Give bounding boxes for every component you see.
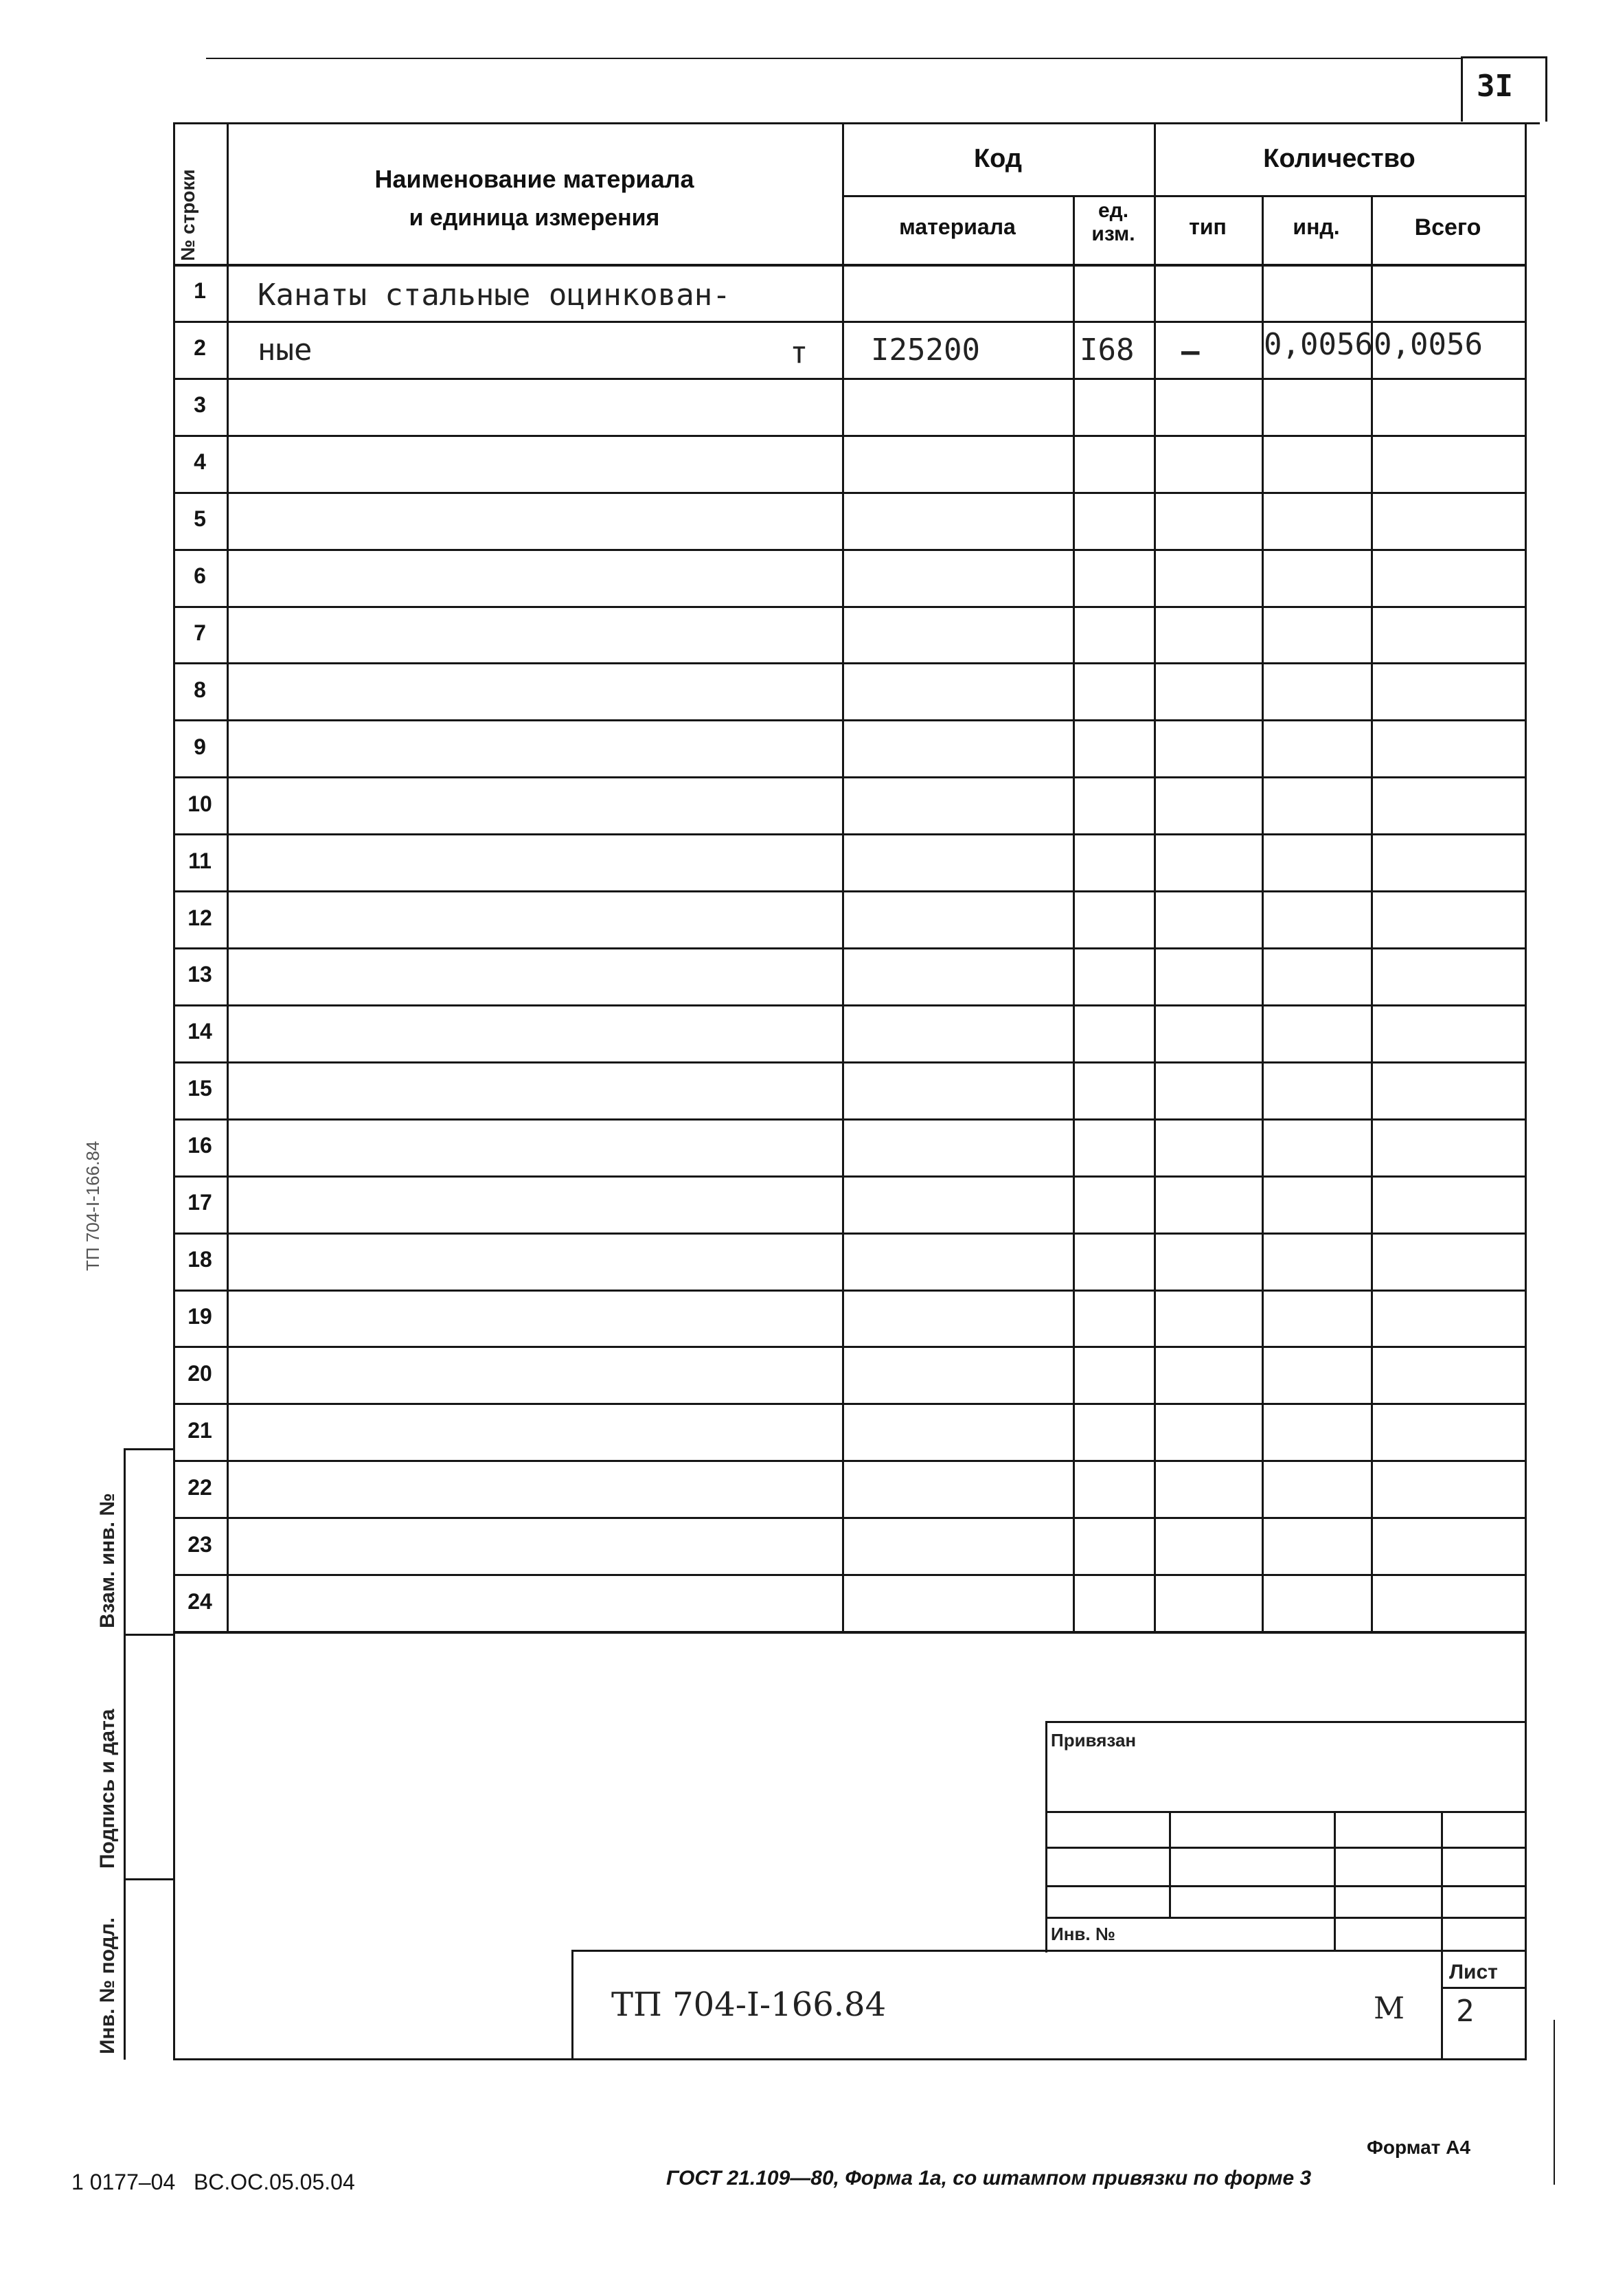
side-strip-sep3: [124, 1878, 173, 1880]
col-line-unit: [1073, 195, 1075, 1631]
frame-left: [173, 122, 175, 2060]
header-ind: инд.: [1293, 214, 1340, 239]
row-line: [173, 1118, 1525, 1121]
row-line: [173, 1574, 1525, 1576]
row-number: 4: [194, 449, 206, 475]
header-total: Всего: [1414, 214, 1481, 240]
row-number: 14: [187, 1019, 212, 1044]
header-bottom-line: [173, 264, 1525, 267]
header-code: Код: [973, 144, 1023, 173]
row-number: 10: [187, 791, 212, 816]
side-label-podpis: Подпись и дата: [96, 1709, 119, 1869]
col-line-total: [1371, 195, 1373, 1631]
row-number: 21: [187, 1417, 212, 1443]
stamp-vline-1: [1169, 1811, 1171, 1917]
row-line: [173, 1631, 1525, 1634]
header-type: тип: [1189, 214, 1227, 239]
row-line: [173, 1290, 1525, 1292]
row-line: [173, 435, 1525, 437]
row-line: [173, 719, 1525, 721]
row-number: 24: [187, 1588, 212, 1614]
stamp-privyazan: Привязан: [1051, 1730, 1137, 1751]
header-name-line2: и единица измерения: [409, 205, 660, 231]
row2-unit-letter: т: [790, 335, 808, 370]
side-strip-line: [124, 1448, 126, 2060]
header-mid-line: [842, 195, 1525, 197]
row-line: [173, 549, 1525, 551]
header-quantity: Количество: [1263, 144, 1416, 173]
row-number: 12: [187, 905, 212, 930]
row2-unit-code: I68: [1080, 333, 1135, 368]
stamp-letter: М: [1374, 1991, 1405, 2026]
row-line: [173, 492, 1525, 494]
row-line: [173, 1403, 1525, 1405]
row-line: [173, 1004, 1525, 1006]
stamp-line-3: [1045, 1885, 1525, 1887]
header-unit: ед. изм.: [1091, 199, 1135, 245]
footer-left: 1 0177–04 BC.OC.05.05.04: [71, 2170, 355, 2194]
row-number: 15: [187, 1076, 212, 1101]
row-line: [173, 1346, 1525, 1348]
row-line: [173, 890, 1525, 892]
row-line: [173, 776, 1525, 778]
row-line: [173, 1061, 1525, 1063]
stamp-list-line: [1441, 1987, 1525, 1989]
row2-type: –: [1181, 334, 1200, 369]
stamp-list-label: Лист: [1449, 1961, 1498, 1983]
header-name-line1: Наименование материала: [374, 165, 694, 193]
row-number: 5: [194, 506, 206, 532]
row-number: 17: [187, 1190, 212, 1215]
row-line: [173, 947, 1525, 949]
right-edge-mark: [1554, 2020, 1555, 2185]
header-rownum: № строки: [177, 169, 198, 261]
stamp-list-value: 2: [1456, 1994, 1475, 2029]
row-number: 1: [194, 278, 206, 304]
side-strip-sep2: [124, 1634, 173, 1636]
format-label: Формат А4: [1367, 2137, 1470, 2158]
row-number: 19: [187, 1303, 212, 1329]
side-strip-sep1: [124, 1448, 173, 1450]
row-number: 11: [188, 848, 212, 873]
sheet-number: 3I: [1477, 69, 1513, 104]
footer-right: ГОСТ 21.109—80, Форма 1а, со штампом привязки по форме 3: [666, 2167, 1312, 2190]
row2-material-code: I25200: [871, 333, 980, 368]
row-line: [173, 1233, 1525, 1235]
row-number: 16: [187, 1133, 212, 1158]
row-line: [173, 662, 1525, 664]
stamp-vline-2: [1334, 1811, 1336, 1950]
row-line: [173, 1460, 1525, 1462]
row-number: 13: [187, 962, 212, 987]
row-line: [173, 321, 1525, 323]
row2-total: 0,0056: [1374, 327, 1483, 362]
stamp-inv-no: Инв. №: [1051, 1924, 1115, 1944]
row-number: 22: [187, 1474, 212, 1500]
row-number: 8: [194, 677, 206, 702]
row-number: 20: [187, 1360, 212, 1386]
top-border-line: [206, 58, 1463, 59]
stamp-doc-code: ТП 704-I-166.84: [611, 1985, 887, 2024]
side-label-vzam: Взам. инв. №: [96, 1493, 119, 1628]
row-line: [173, 378, 1525, 380]
side-label-inv-podl: Инв. № подл.: [96, 1917, 119, 2054]
row-line: [173, 1517, 1525, 1519]
frame-top: [173, 122, 1540, 124]
row-number: 9: [194, 734, 206, 759]
row1-name: Канаты стальные оцинкован-: [258, 278, 731, 313]
row-number: 23: [187, 1531, 212, 1557]
row2-ind: 0,0056: [1264, 327, 1373, 362]
row2-name: ные: [258, 333, 312, 368]
row-line: [173, 833, 1525, 835]
row-number: 7: [194, 620, 206, 645]
row-number: 18: [187, 1247, 212, 1272]
row-line: [173, 606, 1525, 608]
header-material: материала: [899, 214, 1016, 239]
row-number: 3: [194, 392, 206, 418]
stamp-line-2: [1045, 1847, 1525, 1849]
col-line-ind: [1262, 195, 1264, 1631]
row-line: [173, 1175, 1525, 1178]
stamp-line-4: [1045, 1917, 1525, 1919]
side-margin-code: ТП 704-I-166.84: [82, 1140, 103, 1271]
stamp-line-1: [1045, 1811, 1525, 1813]
row-number: 2: [194, 335, 206, 361]
row-number: 6: [194, 563, 206, 589]
